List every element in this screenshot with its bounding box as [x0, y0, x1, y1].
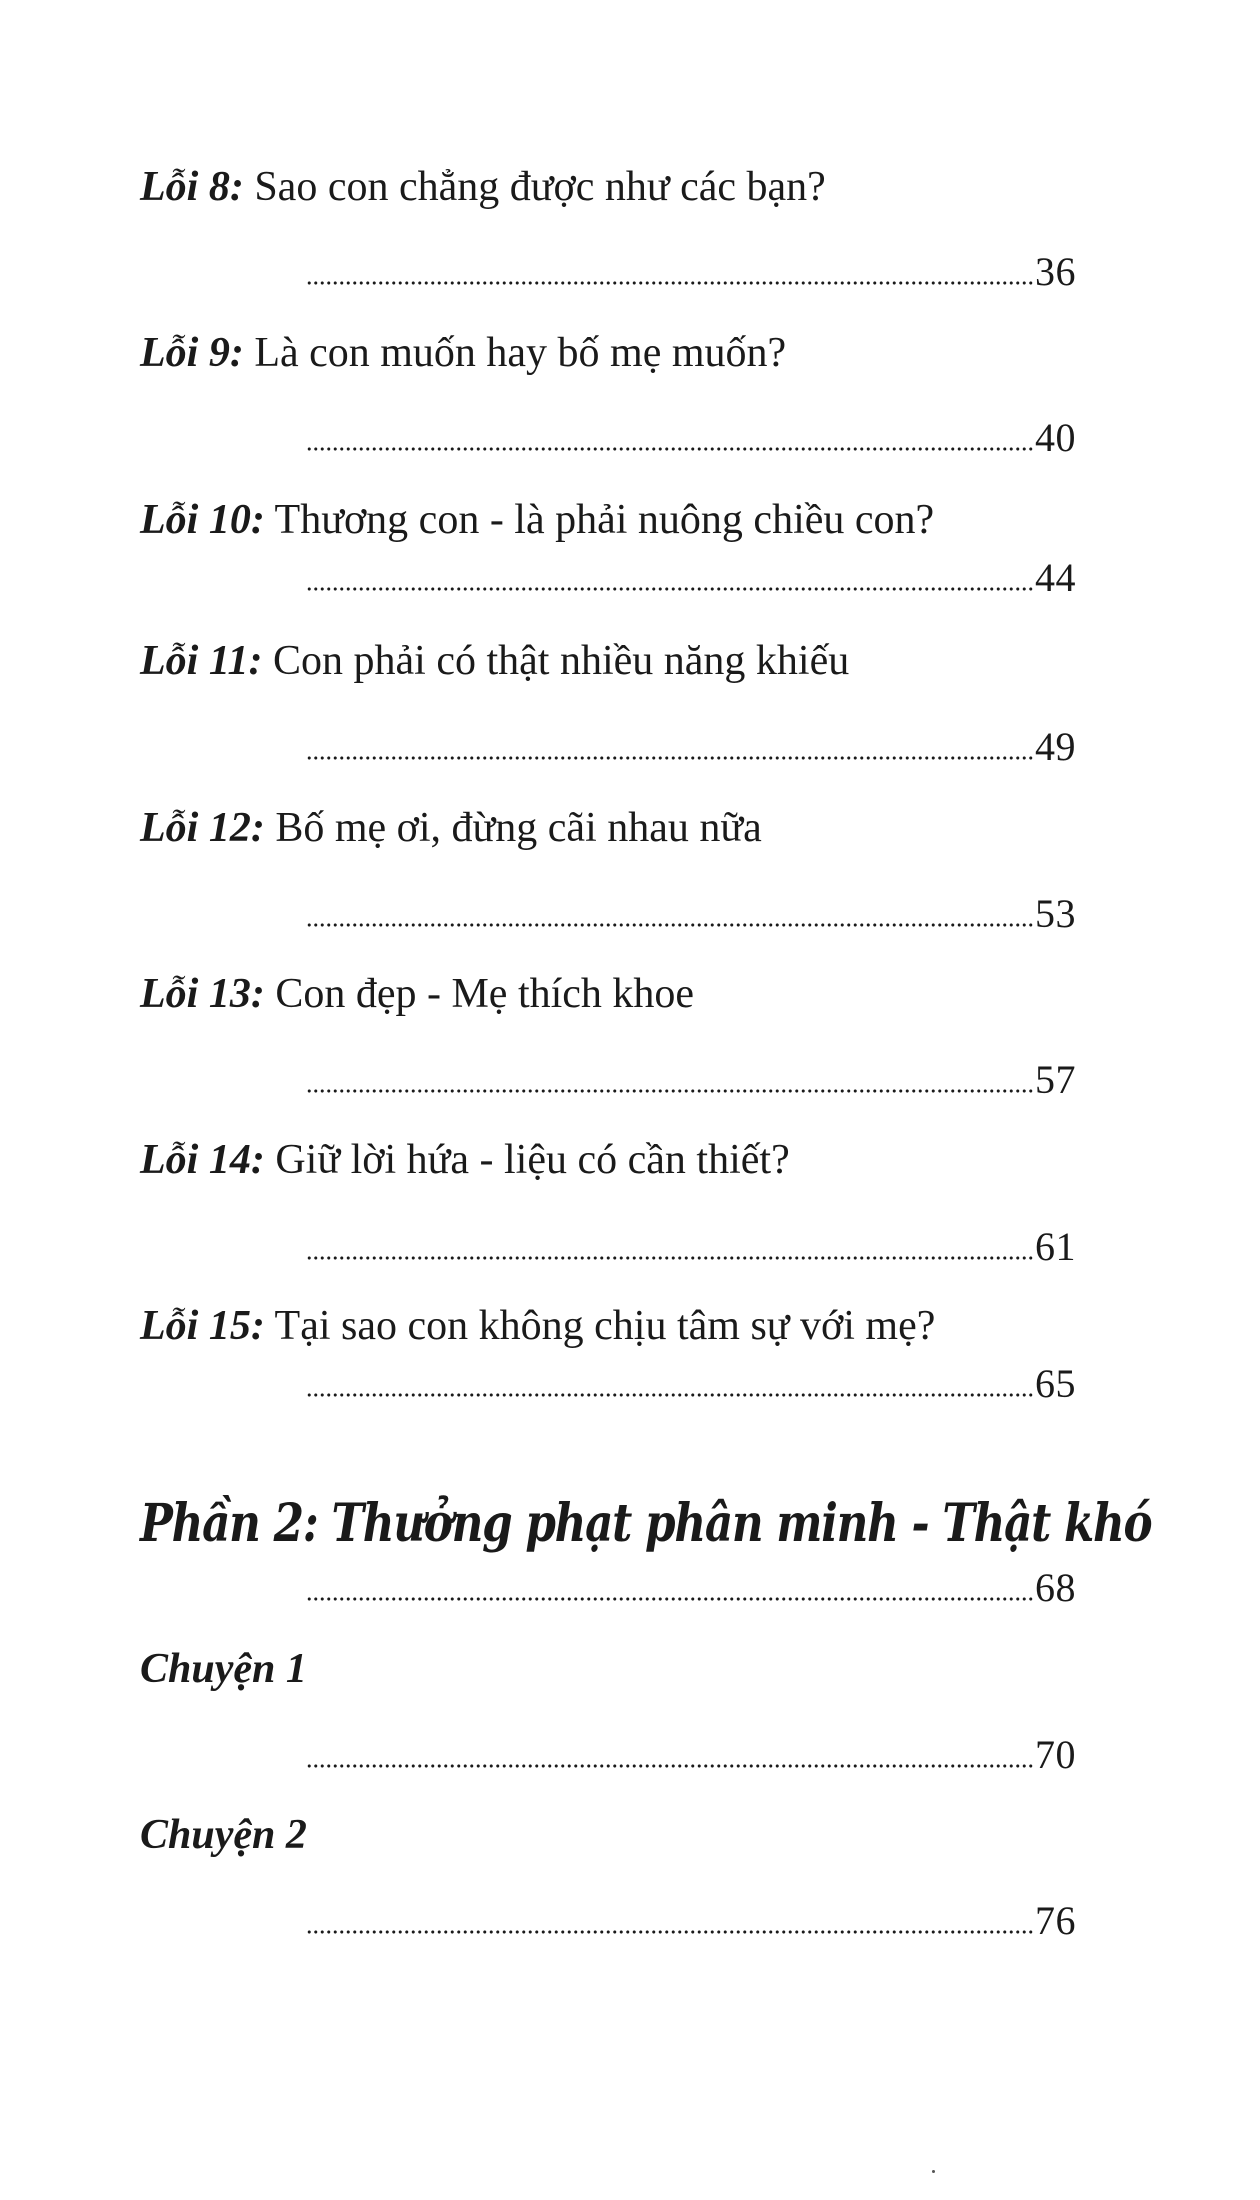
- dot-leader: [306, 1764, 1035, 1768]
- leader-line: [306, 247, 1076, 297]
- entry-label: Lỗi 10:: [140, 497, 265, 543]
- entry-text: Con phải có thật nhiều năng khiếu: [262, 638, 850, 684]
- entry-label: Lỗi 9:: [140, 330, 244, 376]
- dot-leader: [306, 1597, 1035, 1601]
- page-number: 53: [1035, 891, 1076, 936]
- dot-leader: [306, 1256, 1035, 1260]
- leader-line: [306, 1896, 1076, 1946]
- leader-line: [306, 1730, 1076, 1780]
- story-label: Chuyện 1: [140, 1646, 307, 1692]
- entry-text: Sao con chẳng được như các bạn?: [243, 164, 826, 210]
- entry-title: [140, 1810, 307, 1860]
- entry-title: [140, 1301, 935, 1351]
- page-number: 70: [1035, 1732, 1076, 1777]
- leader-line: [306, 889, 1076, 939]
- entry-text: Bố mẹ ơi, đừng cãi nhau nữa: [264, 805, 762, 851]
- entry-title: [140, 803, 762, 853]
- dot-leader: [306, 587, 1035, 591]
- entry-title: [140, 162, 826, 212]
- leader-line: [306, 413, 1076, 463]
- leader-line: [306, 553, 1076, 603]
- page-number: 49: [1035, 724, 1076, 769]
- page-number: 40: [1035, 415, 1076, 460]
- entry-text: Tại sao con không chịu tâm sự với mẹ?: [264, 1303, 936, 1349]
- entry-label: Lỗi 13:: [140, 971, 265, 1017]
- dot-leader: [306, 1393, 1035, 1397]
- page-number: 44: [1035, 555, 1076, 600]
- entry-text: Giữ lời hứa - liệu có cần thiết?: [264, 1137, 790, 1183]
- page-number: 36: [1035, 249, 1076, 294]
- entry-text: Là con muốn hay bố mẹ muốn?: [243, 330, 787, 376]
- dot-leader: [306, 447, 1035, 451]
- entry-label: Lỗi 11:: [140, 638, 263, 684]
- leader-line: [306, 722, 1076, 772]
- dot-leader: [306, 1930, 1035, 1934]
- entry-title: [140, 636, 849, 686]
- page-number: 65: [1035, 1361, 1076, 1406]
- entry-title: [140, 1135, 790, 1185]
- part-title: Phần 2: Thưởng phạt phân minh - Thật khó: [140, 1493, 1152, 1554]
- entry-label: Lỗi 14:: [140, 1137, 265, 1183]
- entry-title: [140, 328, 786, 378]
- leader-line: [306, 1359, 1076, 1409]
- page-number: 76: [1035, 1898, 1076, 1943]
- page-number: 68: [1035, 1565, 1076, 1610]
- dot-leader: [306, 1089, 1035, 1093]
- leader-line: [306, 1055, 1076, 1105]
- dot-leader: [306, 756, 1035, 760]
- entry-title: [140, 969, 694, 1019]
- entry-label: Lỗi 8:: [140, 164, 244, 210]
- print-speck: [932, 2170, 935, 2173]
- dot-leader: [306, 281, 1035, 285]
- leader-line: [306, 1222, 1076, 1272]
- entry-text: Con đẹp - Mẹ thích khoe: [264, 971, 695, 1017]
- story-label: Chuyện 2: [140, 1812, 307, 1858]
- page-number: 61: [1035, 1224, 1076, 1269]
- entry-label: Lỗi 12:: [140, 805, 265, 851]
- entry-text: Thương con - là phải nuông chiều con?: [264, 497, 935, 543]
- leader-line: [306, 1563, 1076, 1613]
- dot-leader: [306, 923, 1035, 927]
- entry-label: Lỗi 15:: [140, 1303, 265, 1349]
- entry-title: [140, 495, 934, 545]
- entry-title: [140, 1644, 307, 1694]
- page-number: 57: [1035, 1057, 1076, 1102]
